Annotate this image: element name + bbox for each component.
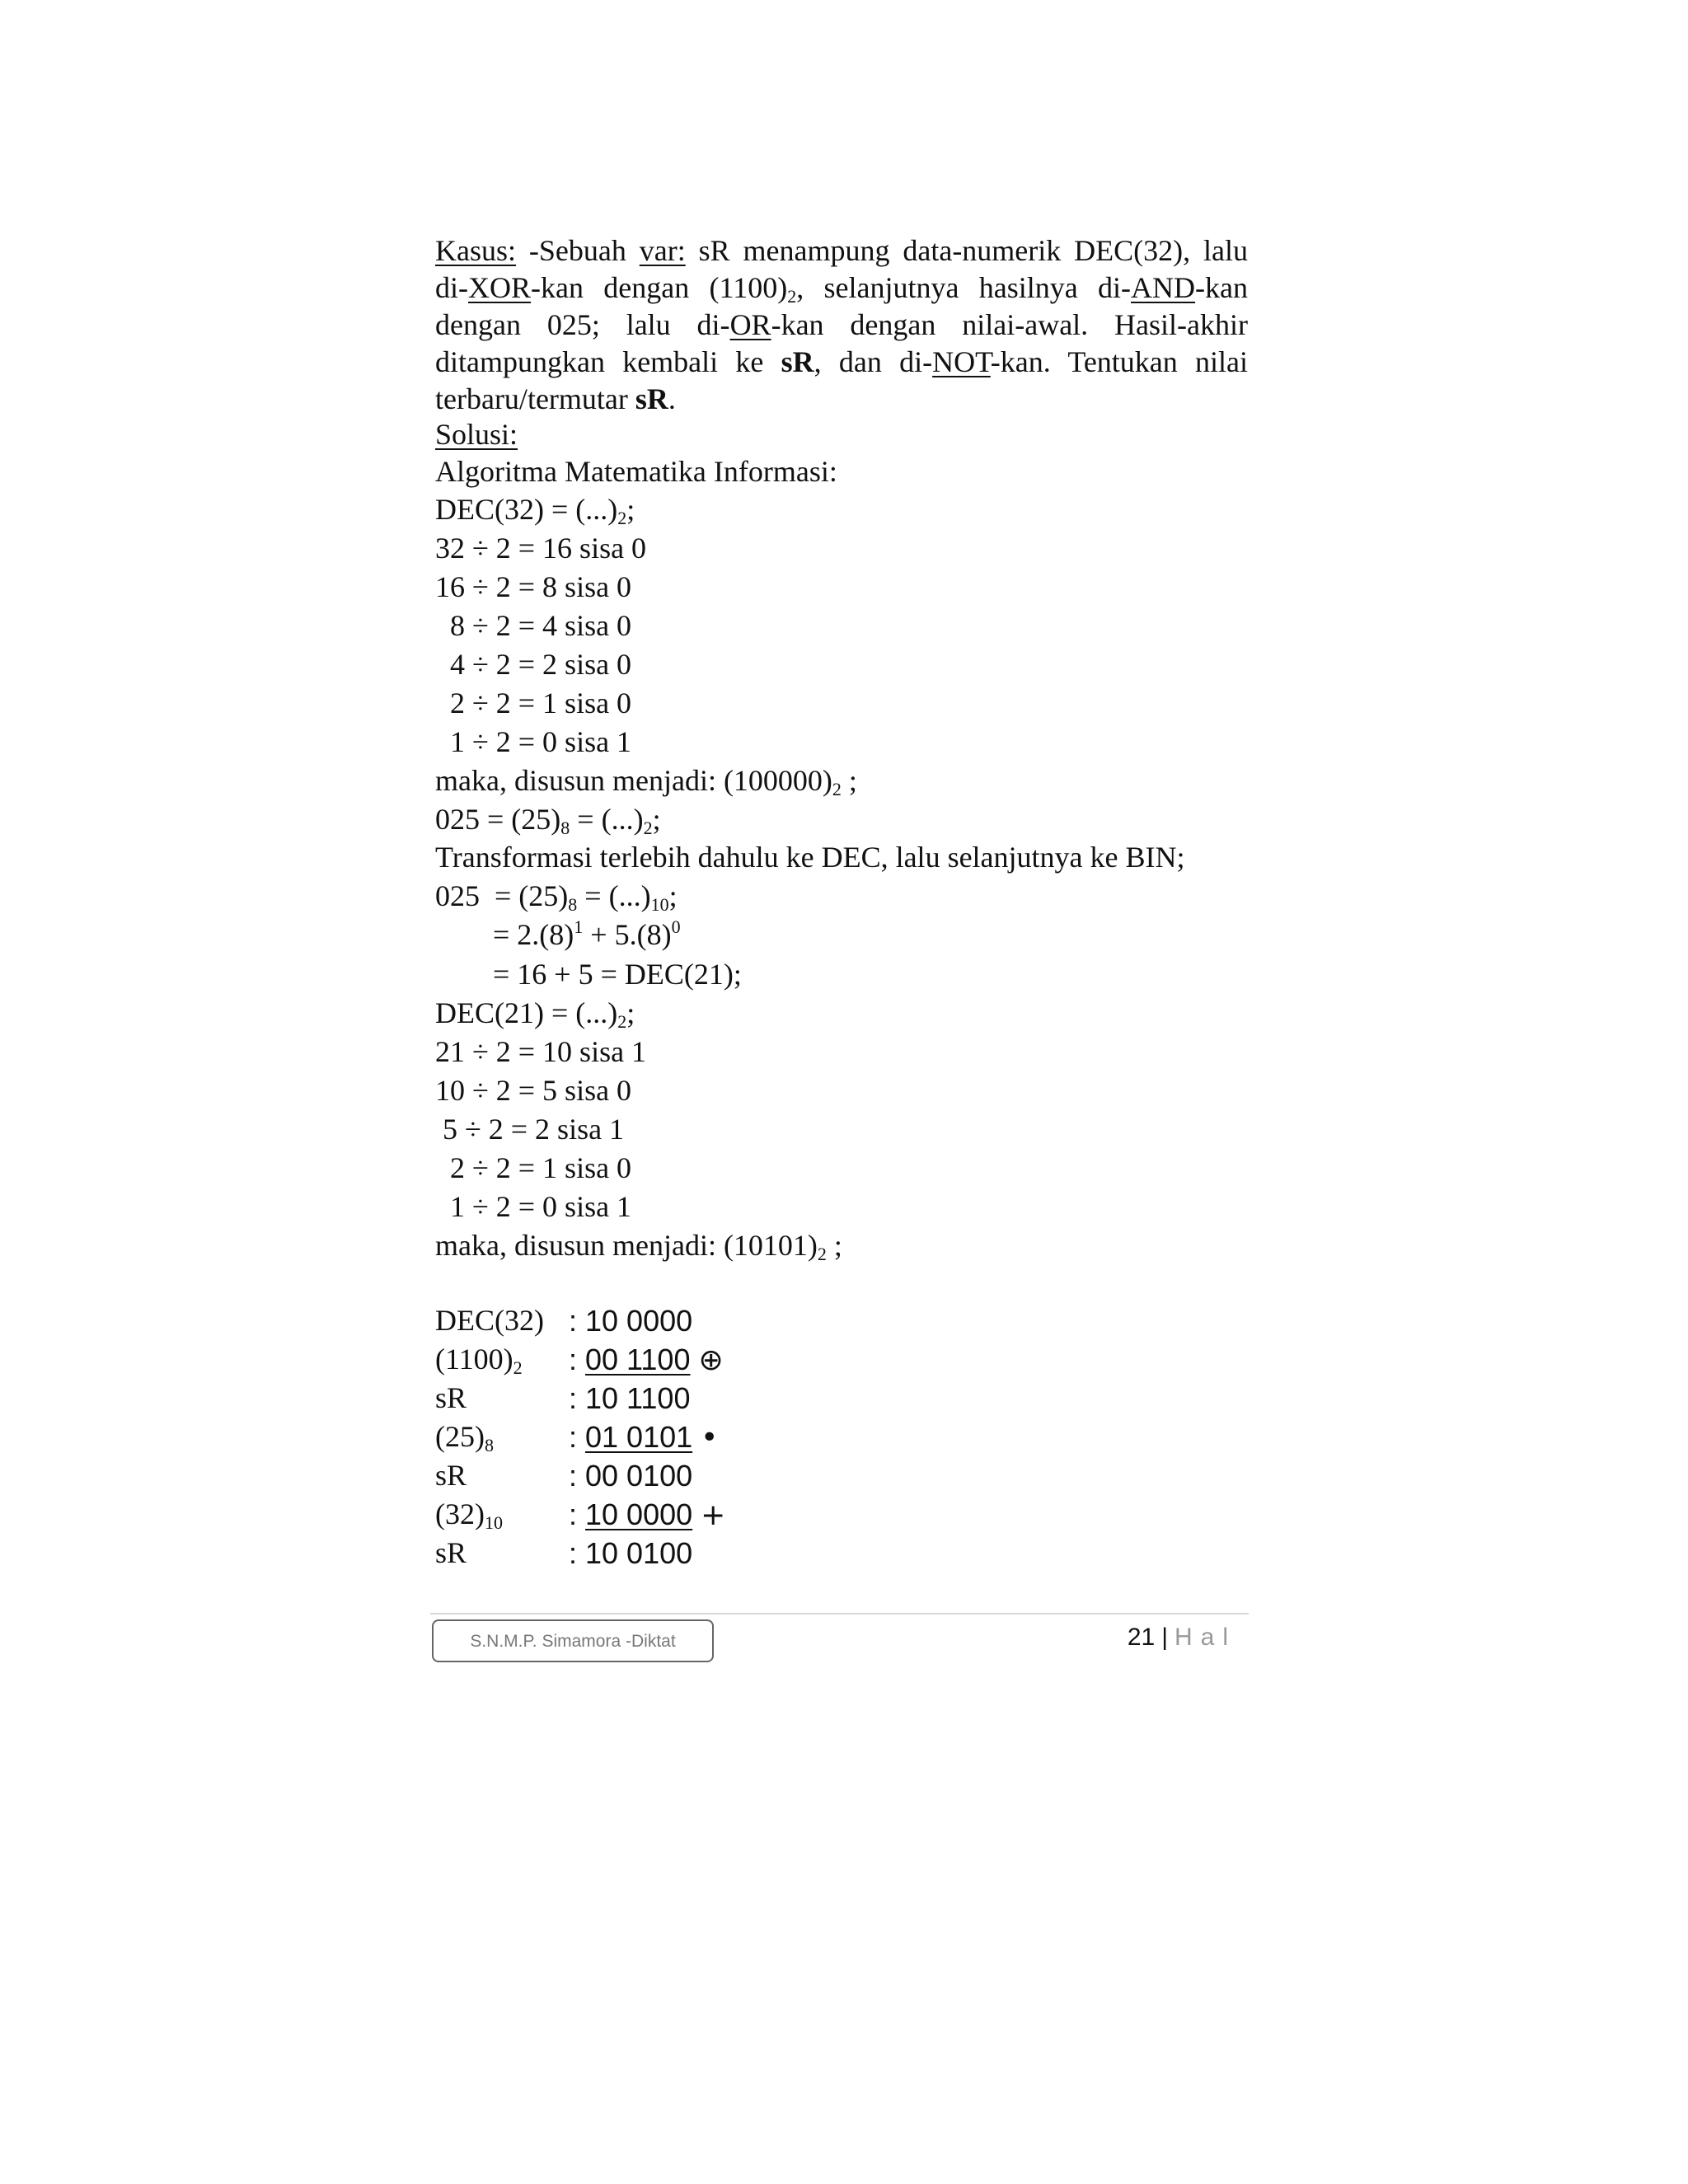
text: maka, disusun menjadi: (100000)	[435, 764, 832, 797]
text: .	[668, 382, 676, 415]
text: , selanjutnya hasilnya di-	[796, 271, 1132, 304]
text: -Sebuah	[516, 234, 640, 267]
text: = (...)	[577, 879, 651, 912]
binary-value: 10 1100	[585, 1381, 691, 1415]
division-step: 1 ÷ 2 = 0 sisa 1	[435, 1190, 632, 1223]
binary-value: 10 0100	[585, 1536, 693, 1570]
xor-operator: ⊕	[698, 1343, 724, 1377]
text: , dan di-	[814, 345, 933, 378]
text: DEC(32)	[435, 1304, 544, 1337]
table-row-label	[435, 1380, 467, 1417]
text: -kan dengan (1100)	[531, 271, 788, 304]
text: = (...)	[570, 803, 644, 836]
division-step: 5 ÷ 2 = 2 sisa 1	[435, 1113, 625, 1146]
table-row-value: : 10 0100	[569, 1536, 693, 1570]
result-line	[435, 762, 857, 799]
var-label: var:	[639, 234, 686, 267]
subscript: 2	[617, 1011, 627, 1032]
text: ;	[668, 879, 678, 912]
subscript: 8	[560, 818, 570, 838]
text: ;	[826, 1229, 842, 1262]
subscript: 10	[650, 894, 669, 915]
text: sR	[435, 1536, 467, 1569]
subscript: 8	[568, 894, 578, 915]
page-number-value: 21	[1127, 1624, 1156, 1651]
binary-value: 01 0101	[585, 1420, 693, 1454]
table-row-value: : 01 0101 •	[569, 1420, 719, 1455]
text: ;	[841, 764, 857, 797]
octal-to-dec-line	[435, 878, 678, 915]
sum-line: = 16 + 5 = DEC(21);	[493, 958, 742, 991]
text: ;	[652, 803, 661, 836]
binary-value: 00 1100	[585, 1343, 691, 1376]
division-step: 32 ÷ 2 = 16 sisa 0	[435, 532, 647, 565]
dec21-line	[435, 995, 635, 1032]
superscript: 0	[671, 916, 681, 937]
and-operator: •	[701, 1421, 719, 1455]
case-paragraph	[435, 232, 1248, 418]
binary-value: 10 0000	[585, 1304, 693, 1338]
not-term: NOT	[932, 345, 991, 378]
text: (25)	[435, 1420, 485, 1453]
kasus-label: Kasus:	[435, 234, 516, 267]
dec32-line	[435, 491, 635, 528]
text: -kan. Tentukan nilai terbaru/termutar	[435, 345, 1248, 415]
subscript: 2	[832, 779, 842, 799]
page-number	[1128, 1619, 1236, 1656]
table-row-label	[435, 1496, 503, 1533]
sr-term: sR	[781, 345, 814, 378]
subscript: 2	[817, 1244, 827, 1264]
text: + 5.(8)	[583, 918, 672, 951]
table-row-label	[435, 1535, 467, 1572]
or-term: OR	[729, 308, 771, 341]
table-row-value: : 10 0000	[569, 1304, 693, 1338]
text: = 2.(8)	[493, 918, 574, 951]
subscript: 2	[617, 508, 627, 528]
text: -kan dengan 025; lalu di-	[435, 271, 1248, 341]
table-row-value: : 00 1100 ⊕	[569, 1343, 724, 1377]
text: (32)	[435, 1497, 485, 1530]
text: (1100)	[435, 1343, 513, 1376]
text: 025 = (25)	[435, 803, 561, 836]
table-row-value: : 00 0100	[569, 1459, 693, 1493]
table-row-label	[435, 1457, 467, 1494]
division-step: 21 ÷ 2 = 10 sisa 1	[435, 1035, 647, 1068]
expansion-line	[493, 916, 681, 954]
algoritma-heading: Algoritma Matematika Informasi:	[435, 455, 837, 488]
superscript: 1	[574, 916, 584, 937]
binary-value: 00 0100	[585, 1459, 693, 1493]
division-step: 8 ÷ 2 = 4 sisa 0	[435, 609, 632, 642]
division-step: 2 ÷ 2 = 1 sisa 0	[435, 687, 632, 719]
table-row-label	[435, 1418, 494, 1455]
text: 025 = (25)	[435, 879, 569, 912]
binary-value: 10 0000	[585, 1497, 693, 1531]
text: -kan dengan nilai-awal. Hasil-akhir ditampungkan kembali ke	[435, 308, 1248, 378]
xor-term: XOR	[468, 271, 532, 304]
subscript: 10	[484, 1512, 503, 1533]
footer-divider	[430, 1613, 1249, 1615]
footer-author-box: S.N.M.P. Simamora -Diktat	[432, 1619, 714, 1662]
subscript: 8	[484, 1435, 494, 1455]
text: sR	[435, 1459, 467, 1492]
division-step: 10 ÷ 2 = 5 sisa 0	[435, 1074, 632, 1107]
text: DEC(21) = (...)	[435, 996, 618, 1029]
text: sR	[435, 1381, 467, 1414]
table-row-label	[435, 1341, 523, 1378]
text: ;	[626, 493, 635, 526]
text: ;	[626, 996, 635, 1029]
text: DEC(32) = (...)	[435, 493, 618, 526]
table-row-label	[435, 1302, 544, 1339]
transform-line: Transformasi terlebih dahulu ke DEC, lalu selanjutnya ke BIN;	[435, 841, 1185, 874]
subscript: 2	[513, 1357, 523, 1378]
subscript: 2	[787, 286, 797, 307]
division-step: 4 ÷ 2 = 2 sisa 0	[435, 648, 632, 681]
octal-line	[435, 801, 661, 838]
separator: |	[1161, 1624, 1168, 1651]
table-row-value: : 10 0000 +	[569, 1497, 726, 1532]
result-line	[435, 1227, 842, 1264]
page-label: Hal	[1174, 1624, 1236, 1651]
subscript: 2	[643, 818, 653, 838]
and-term: AND	[1131, 271, 1196, 304]
solusi-heading: Solusi:	[435, 418, 518, 451]
division-step: 1 ÷ 2 = 0 sisa 1	[435, 725, 632, 758]
text: maka, disusun menjadi: (10101)	[435, 1229, 818, 1262]
table-row-value: : 10 1100	[569, 1381, 691, 1415]
or-operator: +	[701, 1498, 726, 1532]
sr-term: sR	[635, 382, 668, 415]
text: sR menampung data-numerik DEC(32), lalu di-	[435, 234, 1249, 304]
division-step: 16 ÷ 2 = 8 sisa 0	[435, 570, 632, 603]
division-step: 2 ÷ 2 = 1 sisa 0	[435, 1151, 632, 1184]
